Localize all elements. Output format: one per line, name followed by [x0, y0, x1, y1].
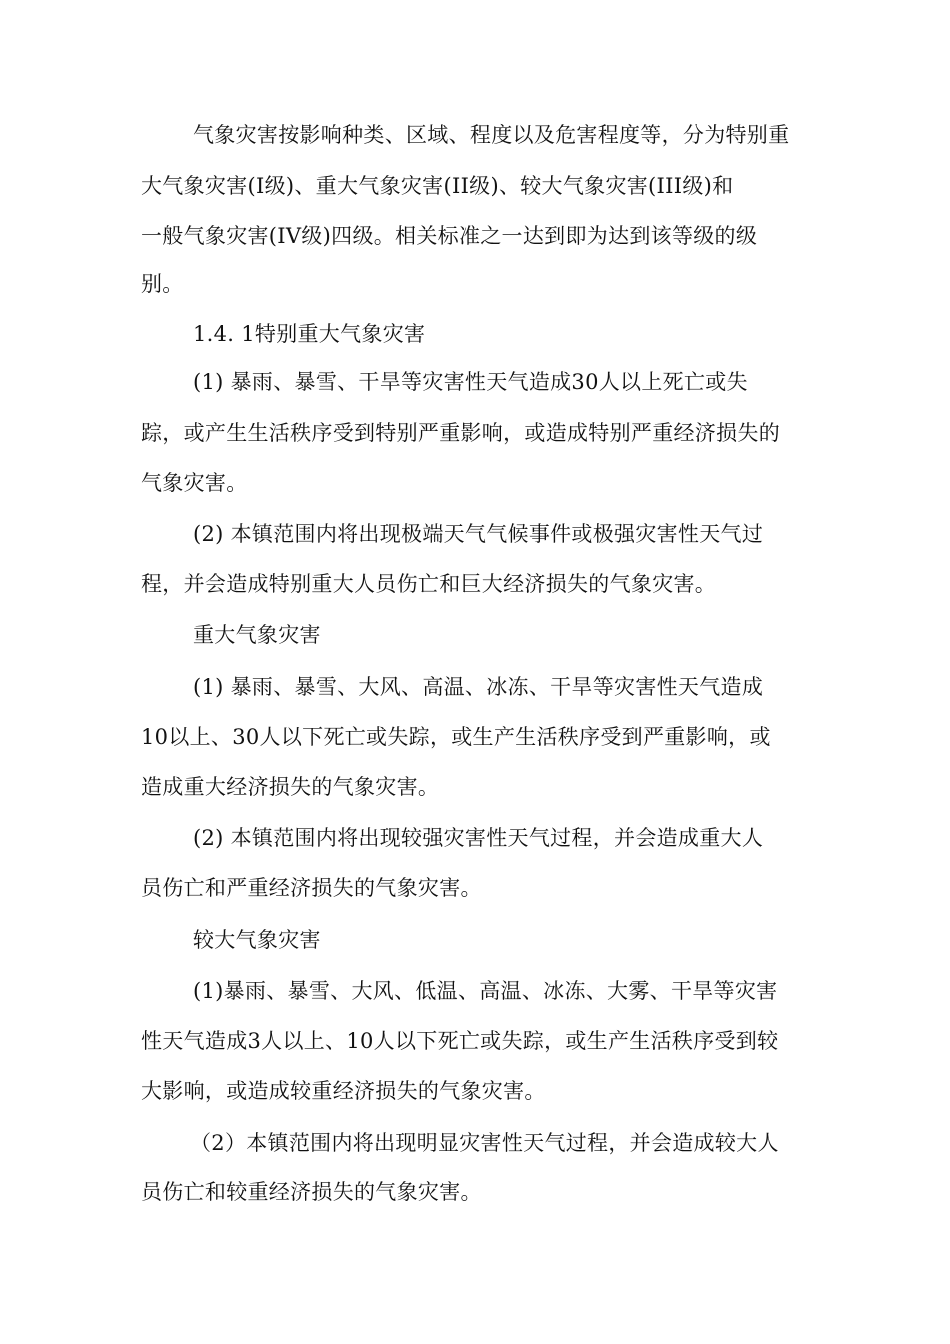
- text-line: 程，并会造成特别重大人员伤亡和巨大经济损失的气象灾害。: [141, 572, 717, 596]
- section-heading: 1.4. 1特别重大气象灾害: [193, 322, 426, 346]
- text-line: 员伤亡和较重经济损失的气象灾害。: [141, 1180, 482, 1204]
- text-line: 10以上、30人以下死亡或失踪，或生产生活秩序受到严重影响，或: [141, 725, 771, 749]
- section-heading: 较大气象灾害: [193, 928, 321, 952]
- text-line: (1)暴雨、暴雪、大风、低温、高温、冰冻、大雾、干旱等灾害: [193, 979, 778, 1003]
- section-heading: 重大气象灾害: [193, 623, 321, 647]
- text-line: 造成重大经济损失的气象灾害。: [141, 775, 440, 799]
- text-line: 气象灾害。: [141, 471, 248, 495]
- text-line: 踪，或产生生活秩序受到特别严重影响，或造成特别严重经济损失的: [141, 421, 780, 445]
- text-line: （2）本镇范围内将出现明显灾害性天气过程，并会造成较大人: [190, 1131, 779, 1155]
- text-line: 别。: [141, 272, 184, 296]
- text-line: 大影响，或造成较重经济损失的气象灾害。: [141, 1079, 546, 1103]
- text-line: 员伤亡和严重经济损失的气象灾害。: [141, 876, 482, 900]
- text-line: 性天气造成3人以上、10人以下死亡或失踪，或生产生活秩序受到较: [141, 1029, 779, 1053]
- text-line: (2) 本镇范围内将出现较强灾害性天气过程，并会造成重大人: [193, 826, 764, 850]
- text-line: 气象灾害按影响种类、区域、程度以及危害程度等，分为特别重: [193, 123, 790, 147]
- text-line: (2) 本镇范围内将出现极端天气气候事件或极强灾害性天气过: [193, 522, 764, 546]
- text-line: (1) 暴雨、暴雪、大风、高温、冰冻、干旱等灾害性天气造成: [193, 675, 764, 699]
- text-line: (1) 暴雨、暴雪、干旱等灾害性天气造成30人以上死亡或失: [193, 370, 748, 394]
- text-line: 大气象灾害(I级)、重大气象灾害(II级)、较大气象灾害(III级)和: [141, 174, 734, 198]
- text-line: 一般气象灾害(IV级)四级。相关标准之一达到即为达到该等级的级: [141, 224, 758, 248]
